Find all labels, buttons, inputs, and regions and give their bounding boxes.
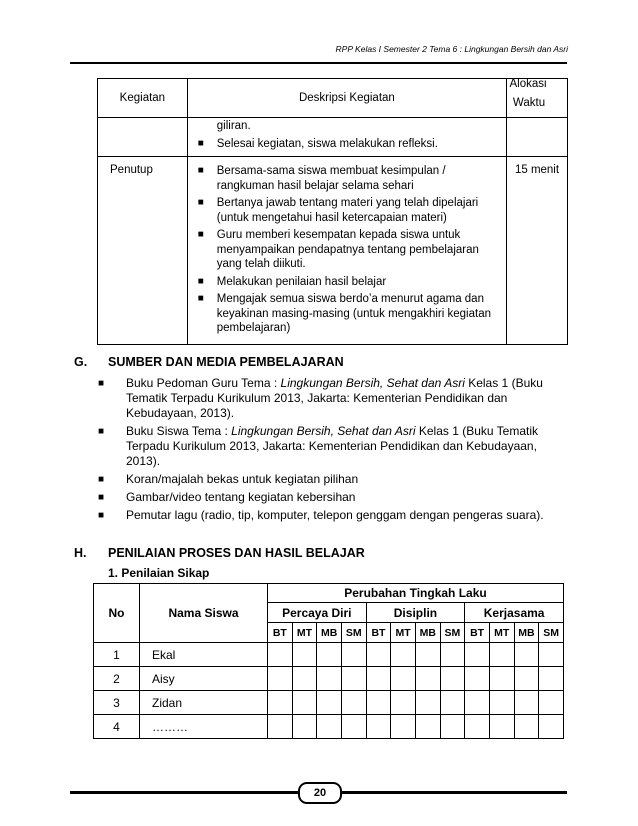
table-row [98,157,568,345]
level-label: SM [539,623,564,643]
group-disiplin: Disiplin [366,603,465,623]
table-row [94,643,564,667]
kegiatan-table [97,78,568,345]
list-item: ■ Bertanya jawab tentang materi yang telah dipelajari (untuk mengetahui hasil ketercapaian materi) [188,196,492,225]
list-item: ■ Bersama-sama siswa membuat kesimpulan / rangkuman hasil belajar selama sehari [188,164,492,193]
level-label: BT [268,623,293,643]
table-row [94,667,564,691]
penilaian-sikap-table [93,583,564,739]
group-percaya-diri: Percaya Diri [268,603,367,623]
list-item: ■ Melakukan penilaian hasil belajar [188,275,492,290]
section-g-heading [74,355,344,369]
row-nama: Zidan [140,691,268,715]
list-item: ■ Buku Pedoman Guru Tema : Lingkungan Bersih, Sehat dan Asri Kelas 1 (Buku Tematik Terpadu Kurikulum 2013, Jakarta: Kementerian Pendidikan dan Kebudayaan, 2013). [92,376,552,421]
row-no: 3 [94,691,140,715]
level-label: BT [366,623,391,643]
table-row [94,715,564,739]
section-number: G. [74,355,88,369]
level-label: MB [317,623,342,643]
kegiatan-cell: Penutup [98,157,188,345]
waktu-cell: 15 menit [507,157,568,345]
level-label: BT [465,623,490,643]
sumber-list [92,376,552,526]
waktu-cell [507,118,568,157]
list-item: ■ Pemutar lagu (radio, tip, komputer, telepon genggam dengan pengeras suara). [92,508,552,523]
continuation-text: giliran. [216,120,251,132]
list-item: ■ Buku Siswa Tema : Lingkungan Bersih, Sehat dan Asri Kelas 1 (Buku Tematik Terpadu Kurikulum 2013, Jakarta: Kementerian Pendidikan dan Kebudayaan, 2013). [92,424,552,469]
row-nama: ……… [140,715,268,739]
kegiatan-cell [98,118,188,157]
page-number: 20 [298,782,342,804]
col-kegiatan: Kegiatan [98,79,188,118]
col-nama: Nama Siswa [140,584,268,643]
list-item: ■ Guru memberi kesempatan kepada siswa untuk menyampaikan pendapatnya tentang pembelajaran yang telah diikuti. [188,228,492,272]
level-label: MT [292,623,317,643]
list-item: ■ Selesai kegiatan, siswa melakukan refleksi. [188,137,506,152]
deskripsi-cell [187,118,506,157]
level-label: MT [489,623,514,643]
deskripsi-cell [187,157,506,345]
list-item: ■ Koran/majalah bekas untuk kegiatan pilihan [92,472,552,487]
row-no: 4 [94,715,140,739]
level-label: MT [391,623,416,643]
level-label: SM [440,623,465,643]
section-title: PENILAIAN PROSES DAN HASIL BELAJAR [108,546,365,560]
level-label: SM [341,623,366,643]
table-row [98,118,568,157]
row-nama: Aisy [140,667,268,691]
running-header: RPP Kelas I Semester 2 Tema 6 : Lingkungan Bersih dan Asri [335,44,568,54]
header-rule [70,62,567,64]
col-alokasi-line1: Alokasi [509,78,547,90]
list-item: ■ Gambar/video tentang kegiatan kebersihan [92,490,552,505]
col-alokasi-line2: Waktu [512,97,546,109]
col-no: No [94,584,140,643]
level-label: MB [415,623,440,643]
section-title: SUMBER DAN MEDIA PEMBELAJARAN [108,355,344,369]
group-title: Perubahan Tingkah Laku [268,584,564,603]
row-no: 1 [94,643,140,667]
section-number: H. [74,546,87,560]
table-row [94,691,564,715]
list-item: ■ Mengajak semua siswa berdo’a menurut agama dan keyakinan masing-masing (untuk mengakhiri kegiatan pembelajaran) [188,292,492,336]
col-deskripsi: Deskripsi Kegiatan [187,79,506,118]
row-nama: Ekal [140,643,268,667]
row-no: 2 [94,667,140,691]
level-label: MB [514,623,539,643]
subsection-title: 1. Penilaian Sikap [108,566,210,580]
group-kerjasama: Kerjasama [465,603,564,623]
col-alokasi [507,79,568,118]
section-h-heading [74,546,365,560]
